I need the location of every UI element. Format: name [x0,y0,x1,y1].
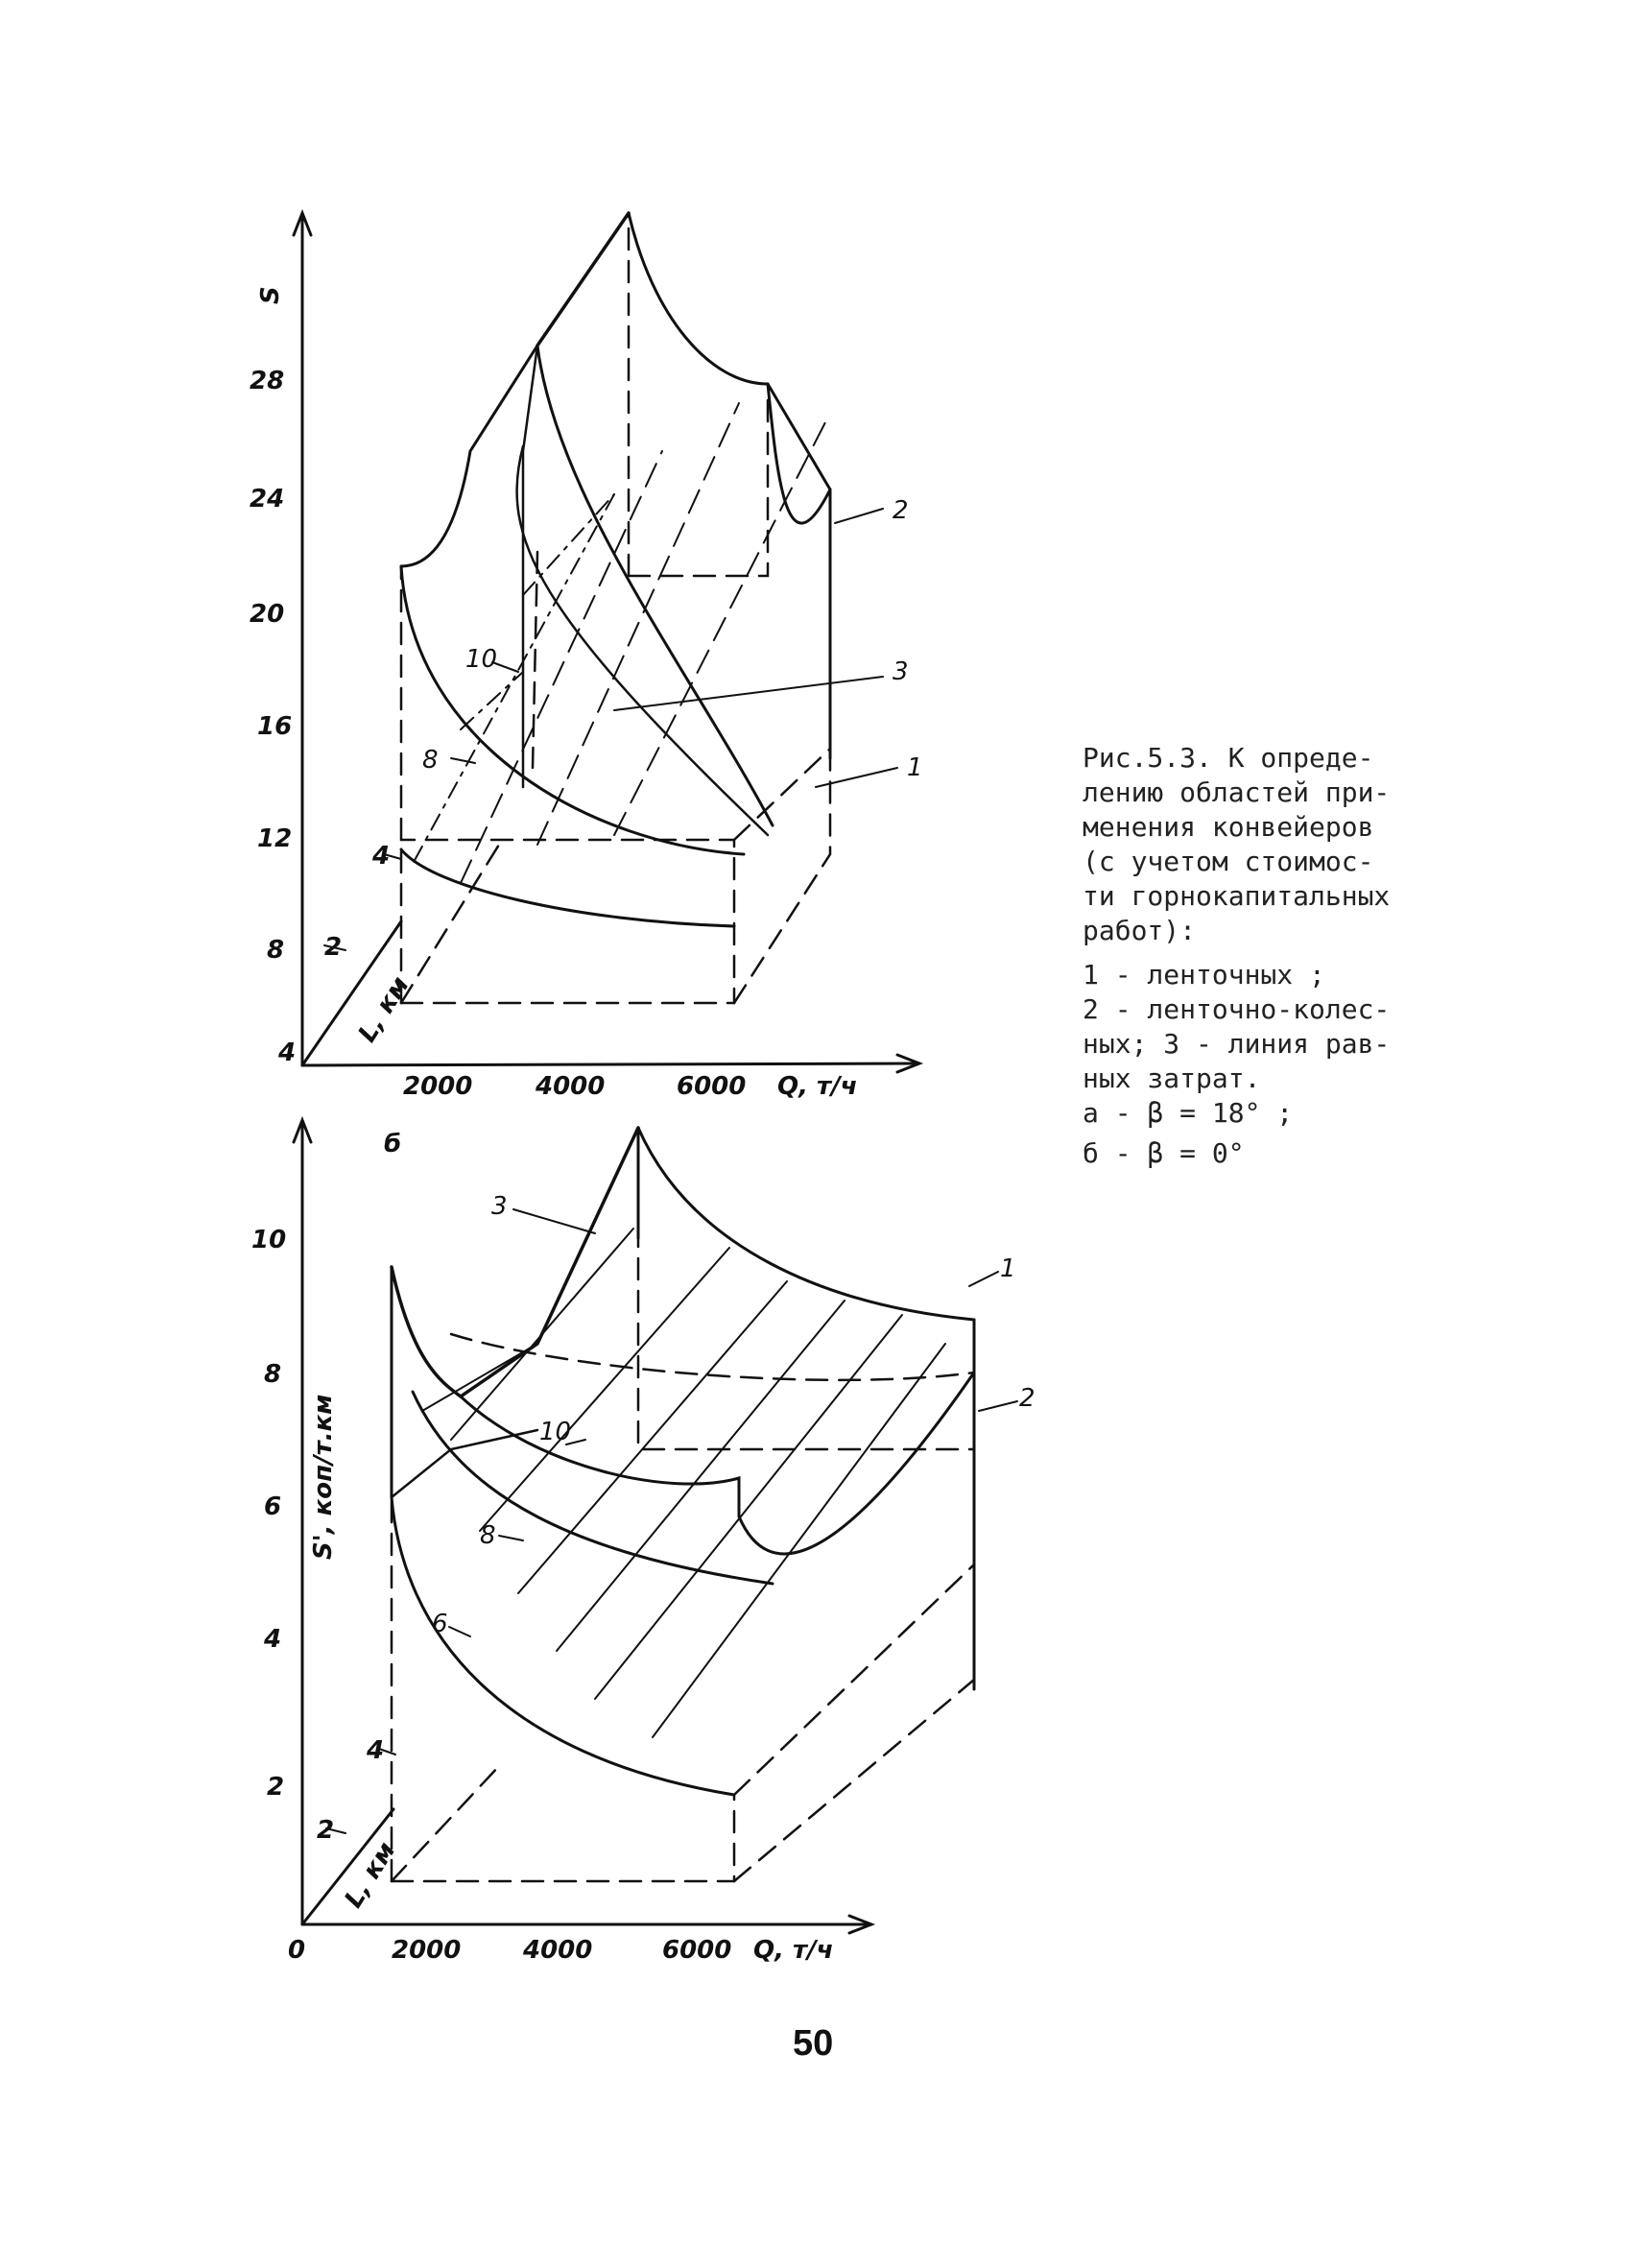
bottom-x-tick: 2000 [392,1936,462,1965]
page-number: 50 [793,2023,834,2064]
top-x-tick: 6000 [677,1072,747,1101]
bottom-curve-label-2: 2 [1019,1384,1036,1413]
top-y-tick: 24 [250,485,285,513]
top-l-axis-label: L, км [352,971,416,1048]
top-surface-front-upper [401,566,744,854]
top-y-tick: 16 [257,712,293,741]
top-y-tick: 20 [250,600,285,629]
bottom-curve-label-6: 6 [432,1610,448,1638]
top-x-axis-label: Q, т/ч [777,1072,858,1101]
figure-caption [1083,741,1447,1171]
top-x-axis [302,1063,917,1065]
bottom-curve-label-10: 10 [539,1418,572,1446]
bottom-title-letter: б [384,1130,402,1158]
caption-line: ных; 3 - линия рав- [1083,1028,1391,1060]
bottom-l-tick: 2 [317,1816,335,1845]
bottom-y-tick: 10 [251,1226,287,1254]
caption-line: лению областей при- [1083,776,1391,808]
bottom-l-tick: 4 [367,1736,385,1765]
caption-line: Рис.5.3. К опреде- [1083,742,1374,774]
bottom-l-axis-label: L, км [339,1837,402,1914]
caption-line: а - β = 18° ; [1083,1097,1294,1129]
bottom-y-tick: 8 [264,1360,282,1389]
top-curve-label-3: 3 [893,657,909,686]
bottom-x-tick: 4000 [523,1936,593,1965]
top-y-tick: 28 [250,367,285,395]
bottom-y-tick: 4 [264,1625,282,1654]
top-chart [294,213,919,1072]
caption-line: ных затрат. [1083,1062,1261,1094]
bottom-x-tick: 6000 [662,1936,732,1965]
caption-line: менения конвейеров [1083,811,1374,843]
top-x-tick: 4000 [536,1072,606,1101]
caption-line: 2 - ленточно-колес- [1083,993,1391,1025]
bottom-chart [294,1120,1017,1933]
bottom-curve-label-8: 8 [480,1521,496,1550]
top-l-tick: 4 [372,842,391,871]
top-curve-label-10: 10 [465,645,498,674]
top-y-tick: 8 [267,936,285,965]
top-y-tick: 12 [257,824,293,853]
top-curve-label-1: 1 [907,753,923,782]
top-x-tick: 2000 [403,1072,473,1101]
bottom-x-tick: 0 [288,1936,306,1965]
caption-line: 1 - ленточных ; [1083,959,1325,991]
bottom-curve-label-3: 3 [491,1192,508,1221]
caption-line: ти горнокапитальных [1083,880,1391,912]
top-y-tick: 4 [278,1039,297,1067]
caption-line: (с учетом стоимос- [1083,846,1374,877]
top-l-tick: 2 [324,933,343,962]
top-y-axis-label: S [256,286,285,304]
top-curve-label-8: 8 [422,746,439,775]
bottom-y-tick: 6 [264,1492,282,1521]
caption-line: б - β = 0° [1083,1137,1245,1169]
bottom-y-axis-label: S', коп/т.км [309,1394,338,1560]
bottom-y-tick: 2 [267,1773,285,1802]
bottom-x-axis-label: Q, т/ч [753,1936,834,1965]
top-chart-labels [250,286,923,1101]
caption-line: работ): [1083,915,1197,946]
bottom-curve-label-1: 1 [1000,1254,1016,1283]
top-curve-label-2: 2 [893,496,909,525]
